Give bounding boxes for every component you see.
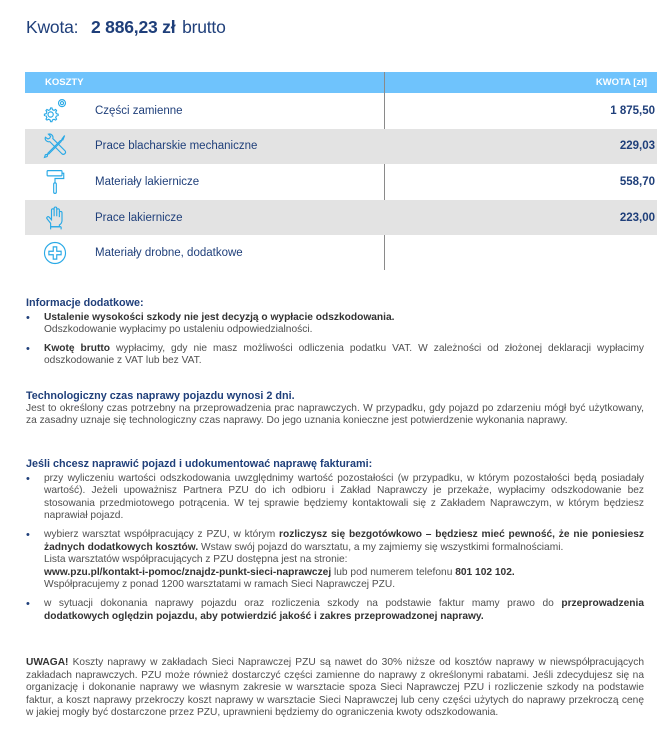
plus-circle-icon (33, 238, 77, 268)
row-value: 223,00 (619, 211, 655, 224)
total-amount (26, 17, 226, 38)
gears-icon (33, 96, 77, 126)
row-value: 229,03 (619, 140, 655, 153)
row-name: Materiały drobne, dodatkowe (95, 247, 243, 260)
phone-number: 801 102 102. (455, 566, 515, 578)
table-row (25, 93, 657, 129)
glove-hand-icon (33, 203, 77, 233)
workshop-list-link[interactable]: www.pzu.pl/kontakt-i-pomoc/znajdz-punkt-sieci-naprawczej (44, 566, 332, 578)
table-row (25, 129, 657, 165)
costs-table-header (25, 72, 657, 93)
row-name: Prace lakiernicze (95, 211, 183, 224)
total-value: 2 886,23 zł (90, 17, 176, 37)
warning-section (26, 657, 644, 720)
list-item: • Ustalenie wysokości szkody nie jest decyzją o wypłacie odszkodowania. Odszkodowanie wypłacimy po ustaleniu odpowiedzialności. (26, 312, 644, 337)
list-item: • Kwotę brutto wypłacimy, gdy nie masz możliwości odliczenia podatku VAT. W zależności od złożonej deklaracji wypłacimy odszkodowanie z VAT lub bez VAT. (26, 343, 644, 368)
section-heading: Informacje dodatkowe: (26, 297, 144, 309)
table-row (25, 164, 657, 200)
header-amount: KWOTA [zł] (595, 77, 647, 88)
warning-label: UWAGA! (26, 657, 69, 668)
costs-table (25, 72, 657, 271)
repair-time-section (26, 390, 644, 428)
repair-time-text: Jest to określony czas potrzebny na przeprowadzenia prac naprawczych. W przypadku, gdy pojazd po zdarzeniu mógł być użytkowany, za zasadny uznaje się technologiczny czas naprawy. Do jego uznania konieczne jest potwierdzenie wykonania naprawy. (26, 402, 644, 427)
paint-roller-icon (33, 167, 77, 197)
total-label: Kwota: (26, 17, 79, 37)
row-name: Prace blacharskie mechaniczne (95, 140, 258, 153)
header-costs: KOSZTY (45, 77, 84, 88)
list-item: • wybierz warsztat współpracujący z PZU, w którym rozliczysz się bezgotówkowo – będziesz mieć pewność, że nie poniesiesz żadnych dodatkowych kosztów. Wstaw swój pojazd do warsztatu, a my zajmiemy się wszystkimi formalnościami. Lista warsztatów współpracujących z PZU dostępna jest na stronie: www.pzu.pl/kontakt-i-pomoc/znajdz-punkt-sieci-naprawczej lub pod numerem telefonu 801 102 102. Współpracujemy z ponad 1200 warsztatami w ramach Sieci Naprawczej PZU. (26, 529, 644, 592)
row-value: 1 875,50 (610, 104, 655, 117)
row-name: Części zamienne (95, 104, 183, 117)
warning-text: Koszty naprawy w zakładach Sieci Naprawczej PZU są nawet do 30% niższe od kosztów naprawy w niewspółpracujących zakładach naprawczych. PZU może również dostarczyć części zamienne do naprawy z określonymi rabatami. Jeśli zdecydujesz się na organizację i dokonanie naprawy we własnym zakresie w warsztacie spoza Sieci Naprawczej PZU i rozliczenie szkody na podstawie faktur, a koszt naprawy przekroczy koszt naprawy w warsztacie Sieci Naprawczej lub ceny części użytych do naprawy przekroczą cenę w jakiej mogły być dostarczone przez PZU, uprawnieni będziemy do ograniczenia kwoty odszkodowania. (26, 657, 644, 719)
table-row (25, 235, 657, 271)
row-value: 558,70 (619, 175, 655, 188)
list-item: • w sytuacji dokonania naprawy pojazdu oraz rozliczenia szkody na podstawie faktur mamy prawo do przeprowadzenia dodatkowych oględzin pojazdu, aby potwierdzić jakość i zakres przeprowadzonej naprawy. (26, 598, 644, 623)
row-name: Materiały lakiernicze (95, 175, 200, 188)
section-heading: Technologiczny czas naprawy pojazdu wynosi 2 dni. (26, 390, 295, 402)
wrench-screwdriver-icon (33, 131, 77, 161)
table-row (25, 200, 657, 236)
invoice-repair-section (26, 458, 644, 629)
section-heading: Jeśli chcesz naprawić pojazd i udokumentować naprawę fakturami: (26, 458, 373, 470)
additional-info-section (26, 297, 644, 374)
list-item: • przy wyliczeniu wartości odszkodowania uwzględnimy wartość pozostałości (w przypadku, w którym pozostałości będą posiadały wartość). Jeżeli upoważnisz Partnera PZU do ich odbioru i Zakład Naprawczy je przekaże, wypłacimy odszkodowanie bez stosowania przedmiotowego potrącenia. W tej sprawie będziemy kontaktowali się z Zakładem Naprawczym, w którym będziesz naprawiał pojazd. (26, 473, 644, 523)
total-suffix: brutto (182, 17, 226, 37)
